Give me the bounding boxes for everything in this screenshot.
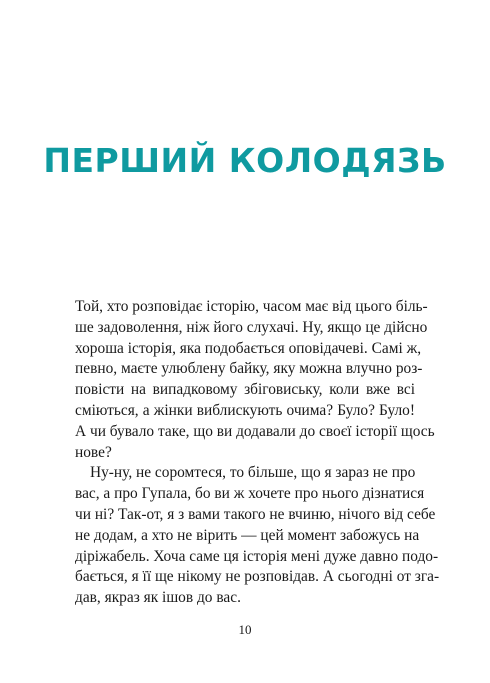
page-number: 10 (238, 622, 252, 637)
chapter-body-text (75, 297, 440, 609)
text-line: сміються, а жінки виблискують очима? Було? Було! (75, 401, 415, 419)
text-line: Ну-ну, не соромтеся, то більше, що я зараз не про (90, 464, 416, 482)
text-line: певно, маєте улюблену байку, яку можна влучно роз- (75, 360, 423, 378)
text-line: чи ні? Так-от, я з вами такого не вчиню, нічого від себе (75, 505, 436, 523)
text-line: діріжабель. Хоча саме ця історія мені дуже давно подо- (75, 547, 439, 565)
text-line: повісти на випадковому збіговиську, коли вже всі (75, 381, 415, 399)
chapter-title: ПЕРШИЙ КОЛОДЯЗЬ (43, 141, 447, 180)
text-line: дав, якраз як ішов до вас. (75, 589, 241, 607)
text-line: А чи бувало таке, що ви додавали до своєї історії щось (75, 422, 435, 440)
text-line: нове? (75, 443, 112, 461)
paragraph (75, 463, 440, 609)
text-line: бається, я її ще нікому не розповідав. А сьогодні от зга- (75, 568, 440, 586)
text-line: не додам, а хто не вірить — цей момент забожусь на (75, 526, 420, 544)
paragraph (75, 297, 435, 463)
text-line: Той, хто розповідає історію, часом має від цього біль- (75, 298, 428, 315)
text-line: хороша історія, яка подобається оповідачеві. Самі ж, (75, 339, 422, 357)
text-line: вас, а про Гупала, бо ви ж хочете про нього дізнатися (75, 485, 425, 503)
text-line: ше задоволення, ніж його слухачі. Ну, якщо це дійсно (75, 318, 428, 336)
